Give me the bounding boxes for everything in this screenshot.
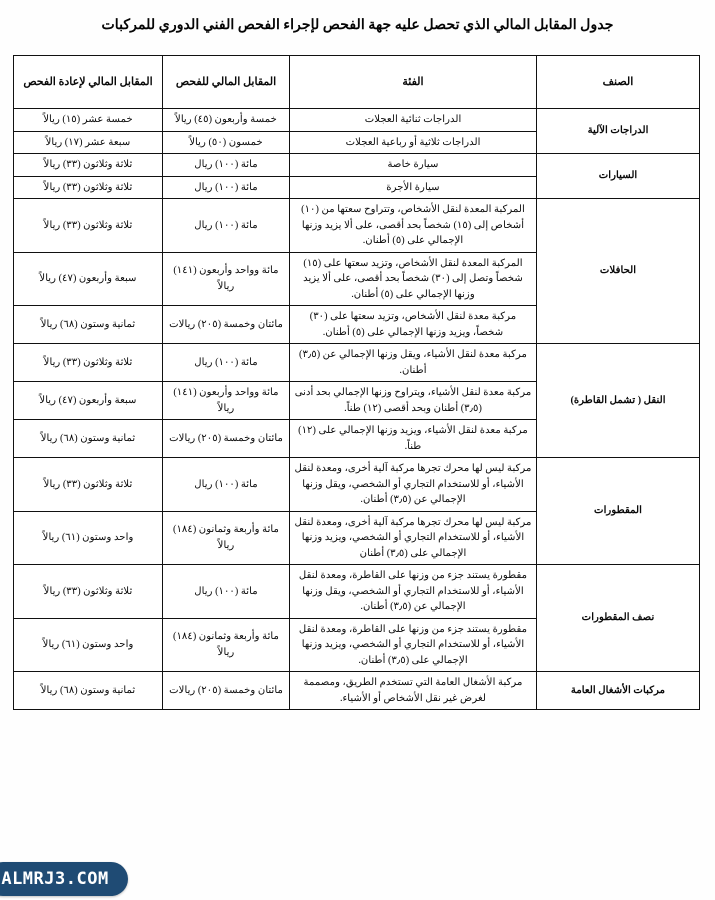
cell-class-description: مركبة معدة لنقل الأشياء، ويزيد وزنها الإجمالي على (١٢) طناً. bbox=[290, 420, 537, 458]
cell-inspection-fee: مائة (١٠٠) ريال bbox=[163, 176, 290, 199]
site-watermark-badge bbox=[0, 862, 128, 896]
cell-inspection-fee: مائة (١٠٠) ريال bbox=[163, 154, 290, 177]
cell-class-description: الدراجات ثنائية العجلات bbox=[290, 109, 537, 132]
cell-reinspection-fee: خمسة عشر (١٥) ريالاً bbox=[14, 109, 163, 132]
table-header bbox=[14, 56, 700, 109]
cell-class-description: مقطورة يستند جزء من وزنها على القاطرة، ومعدة لنقل الأشياء، أو للاستخدام التجاري أو الشخصي، ويقل وزنها الإجمالي عن (٣٫٥) أطنان. bbox=[290, 565, 537, 619]
table-row bbox=[14, 154, 700, 177]
cell-reinspection-fee: ثلاثة وثلاثون (٣٣) ريالاً bbox=[14, 176, 163, 199]
cell-reinspection-fee: سبعة وأربعون (٤٧) ريالاً bbox=[14, 382, 163, 420]
cell-inspection-fee: مائتان وخمسة (٢٠٥) ريالات bbox=[163, 672, 290, 710]
table-header-row bbox=[14, 56, 700, 109]
cell-class-description: سيارة خاصة bbox=[290, 154, 537, 177]
cell-category: السيارات bbox=[537, 154, 700, 199]
table-row bbox=[14, 344, 700, 382]
cell-reinspection-fee: ثمانية وستون (٦٨) ريالاً bbox=[14, 672, 163, 710]
table-row bbox=[14, 199, 700, 253]
table-row bbox=[14, 672, 700, 710]
cell-category: الدراجات الآلية bbox=[537, 109, 700, 154]
cell-reinspection-fee: ثلاثة وثلاثون (٣٣) ريالاً bbox=[14, 458, 163, 512]
cell-class-description: مركبة ليس لها محرك تجرها مركبة آلية أخرى، ومعدة لنقل الأشياء، أو للاستخدام التجاري أو الشخصي، ويزيد وزنها الإجمالي على (٣٫٥) أطنان bbox=[290, 511, 537, 565]
cell-reinspection-fee: سبعة عشر (١٧) ريالاً bbox=[14, 131, 163, 154]
cell-category: المقطورات bbox=[537, 458, 700, 565]
cell-reinspection-fee: ثلاثة وثلاثون (٣٣) ريالاً bbox=[14, 199, 163, 253]
column-header-reinspection-fee: المقابل المالي لإعادة الفحص bbox=[14, 56, 163, 109]
cell-category: مركبات الأشغال العامة bbox=[537, 672, 700, 710]
cell-class-description: سيارة الأجرة bbox=[290, 176, 537, 199]
cell-inspection-fee: مائة وواحد وأربعون (١٤١) ريالاً bbox=[163, 252, 290, 306]
cell-inspection-fee: مائة (١٠٠) ريال bbox=[163, 458, 290, 512]
cell-class-description: المركبة المعدة لنقل الأشخاص، وتتراوح سعتها من (١٠) أشخاص إلى (١٥) شخصاً بحد أقصى، على ألا يزيد وزنها الإجمالي على (٥) أطنان. bbox=[290, 199, 537, 253]
cell-inspection-fee: مائة (١٠٠) ريال bbox=[163, 199, 290, 253]
cell-class-description: مقطورة يستند جزء من وزنها على القاطرة، ومعدة لنقل الأشياء، أو للاستخدام التجاري أو الشخصي، ويزيد وزنها الإجمالي على (٣٫٥) أطنان. bbox=[290, 618, 537, 672]
column-header-category: الصنف bbox=[537, 56, 700, 109]
cell-inspection-fee: مائة وواحد وأربعون (١٤١) ريالاً bbox=[163, 382, 290, 420]
cell-class-description: مركبة معدة لنقل الأشخاص، وتزيد سعتها على (٣٠) شخصاً، ويزيد وزنها الإجمالي على (٥) أطنان. bbox=[290, 306, 537, 344]
cell-category: النقل ( تشمل القاطرة) bbox=[537, 344, 700, 458]
cell-inspection-fee: مائة وأربعة وثمانون (١٨٤) ريالاً bbox=[163, 511, 290, 565]
table-row bbox=[14, 565, 700, 619]
cell-reinspection-fee: ثمانية وستون (٦٨) ريالاً bbox=[14, 306, 163, 344]
cell-inspection-fee: خمسون (٥٠) ريالاً bbox=[163, 131, 290, 154]
table-body bbox=[14, 109, 700, 710]
watermark-label: ALMRJ3.COM bbox=[1, 869, 109, 889]
table-row bbox=[14, 458, 700, 512]
cell-class-description: المركبة المعدة لنقل الأشخاص، وتزيد سعتها على (١٥) شخصاً وتصل إلى (٣٠) شخصاً بحد أقصى، على ألا يزيد وزنها الإجمالي على (٥) أطنان. bbox=[290, 252, 537, 306]
column-header-inspection-fee: المقابل المالي للفحص bbox=[163, 56, 290, 109]
cell-category: نصف المقطورات bbox=[537, 565, 700, 672]
cell-reinspection-fee: واحد وستون (٦١) ريالاً bbox=[14, 511, 163, 565]
vehicle-inspection-fee-table bbox=[13, 55, 700, 710]
cell-reinspection-fee: سبعة وأربعون (٤٧) ريالاً bbox=[14, 252, 163, 306]
cell-category: الحافلات bbox=[537, 199, 700, 344]
cell-inspection-fee: مائتان وخمسة (٢٠٥) ريالات bbox=[163, 420, 290, 458]
cell-class-description: مركبة الأشغال العامة التي تستخدم الطريق، ومصممة لغرض غير نقل الأشخاص أو الأشياء. bbox=[290, 672, 537, 710]
cell-inspection-fee: مائة وأربعة وثمانون (١٨٤) ريالاً bbox=[163, 618, 290, 672]
column-header-class: الفئة bbox=[290, 56, 537, 109]
cell-reinspection-fee: ثمانية وستون (٦٨) ريالاً bbox=[14, 420, 163, 458]
cell-inspection-fee: مائة (١٠٠) ريال bbox=[163, 565, 290, 619]
cell-class-description: مركبة معدة لنقل الأشياء، ويقل وزنها الإجمالي عن (٣٫٥) أطنان. bbox=[290, 344, 537, 382]
cell-reinspection-fee: ثلاثة وثلاثون (٣٣) ريالاً bbox=[14, 154, 163, 177]
cell-inspection-fee: مائة (١٠٠) ريال bbox=[163, 344, 290, 382]
cell-reinspection-fee: ثلاثة وثلاثون (٣٣) ريالاً bbox=[14, 565, 163, 619]
cell-class-description: مركبة ليس لها محرك تجرها مركبة آلية أخرى، ومعدة لنقل الأشياء، أو للاستخدام التجاري أو الشخصي، ويقل وزنها الإجمالي عن (٣٫٥) أطنان. bbox=[290, 458, 537, 512]
table-row bbox=[14, 109, 700, 132]
cell-inspection-fee: خمسة وأربعون (٤٥) ريالاً bbox=[163, 109, 290, 132]
cell-class-description: مركبة معدة لنقل الأشياء، ويتراوح وزنها الإجمالي بحد أدنى (٣٫٥) أطنان وبحد أقصى (١٢) طناً. bbox=[290, 382, 537, 420]
cell-inspection-fee: مائتان وخمسة (٢٠٥) ريالات bbox=[163, 306, 290, 344]
cell-reinspection-fee: واحد وستون (٦١) ريالاً bbox=[14, 618, 163, 672]
page-title: جدول المقابل المالي الذي تحصل عليه جهة الفحص لإجراء الفحص الفني الدوري للمركبات bbox=[101, 17, 614, 33]
cell-reinspection-fee: ثلاثة وثلاثون (٣٣) ريالاً bbox=[14, 344, 163, 382]
cell-class-description: الدراجات ثلاثية أو رباعية العجلات bbox=[290, 131, 537, 154]
